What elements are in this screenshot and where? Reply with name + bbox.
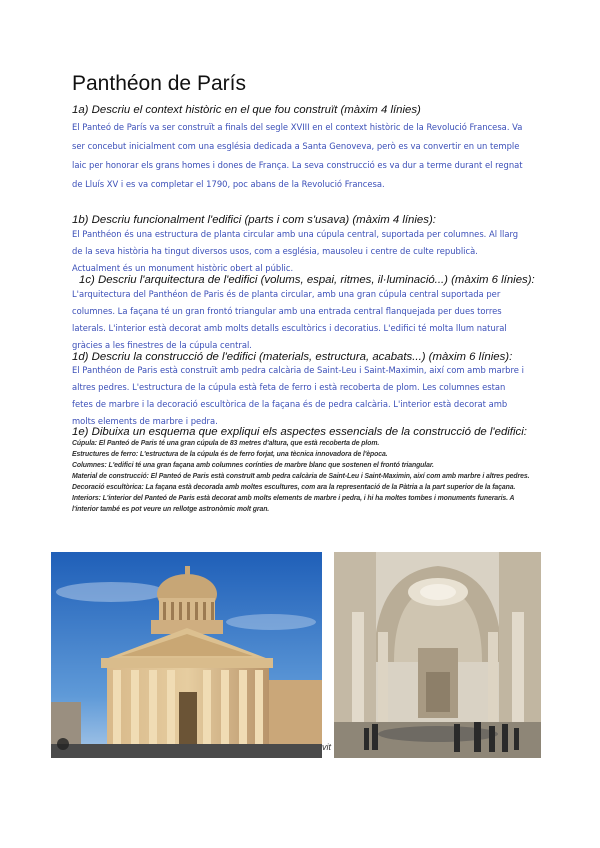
question-1c: 1c) Descriu l'arquitectura de l'edifici (volums, espai, ritmes, il·luminació...) (màxim 6 línies): [79, 274, 535, 286]
pantheon-interior-photo [334, 552, 541, 758]
pantheon-exterior-image [51, 552, 322, 758]
question-1a: 1a) Descriu el context històric en el que fou construït (màxim 4 línies) [72, 104, 421, 116]
answer-1b: El Panthéon és una estructura de planta circular amb una cúpula central, suportada per columnes. Al llarg de la seva història ha tingut diversos usos, com a església, mausoleu i centre de culte republicà. Actualment és un monument històric obert al públic. [72, 229, 519, 273]
pantheon-interior-image [334, 552, 541, 758]
answer-1c: L'arquitectura del Panthéon de Paris és de planta circular, amb una gran cúpula central suportada per columnes. La façana té un gran frontó triangular amb una entrada central flanquejada per dues torres laterals. L'interior està decorat amb molts detalls escultòrics i decoratius. L'edifici té molta llum natural gràcies a les finestres de la cúpula central. [72, 289, 507, 350]
note-decoracio: Decoració escultòrica: La façana està decorada amb moltes escultures, com ara la representació de la Pàtria a la part superior de la façana. [72, 484, 516, 491]
answer-1a: El Panteó de París va ser construït a finals del segle XVIII en el context històric de la Revolució Francesa. Va ser concebut inicialment com una església dedicada a Santa Genoveva, però es va convertir en un temple laic per honorar els grans homes i dones de França. La seva construcció es va dur a terme durant el regnat de Lluís XV i es va completar el 1790, poc abans de la Revolució Francesa. [72, 122, 523, 189]
note-ferro: Estructures de ferro: L'estructura de la cúpula és de ferro forjat, una tècnica innovadora de l'època. [72, 451, 388, 458]
note-material: Material de construcció: El Panteó de Paris està construït amb pedra calcària de Saint-Leu i Saint-Maximin, així com amb marbre i altres pedres. [72, 473, 530, 480]
note-columnes: Columnes: L'edifici té una gran façana amb columnes corínties de marbre blanc que sostenen el frontó triangular. [72, 462, 434, 469]
pantheon-exterior-photo [51, 552, 322, 758]
schema-notes [72, 438, 534, 515]
question-1b: 1b) Descriu funcionalment l'edifici (parts i com s'usava) (màxim 4 línies): [72, 214, 436, 226]
question-1d: 1d) Descriu la construcció de l'edifici (materials, estructura, acabats...) (màxim 6 línies): [72, 351, 513, 363]
page-title: Panthéon de París [72, 72, 246, 95]
answer-1d: El Panthéon de Paris està construït amb pedra calcària de Saint-Leu i Saint-Maximin, així com amb marbre i altres pedres. L'estructura de la cúpula està feta de ferro i està recoberta de plom. Les columnes estan fetes de marbre i la decoració escultòrica de la façana és de pedra calcària. L'interior està decorat amb molts elements de marbre i pedra. [72, 365, 524, 426]
question-1e: 1e) Dibuixa un esquema que expliqui els aspectes essencials de la construcció de l'edifici: [72, 426, 527, 438]
note-interiors: Interiors: L'interior del Panteó de Paris està decorat amb molts elements de marbre i pedra, i hi ha moltes tombes i monuments funeraris. A l'interior també es pot veure un rellotge astronòmic molt gran. [72, 495, 515, 513]
note-cupula: Cúpula: El Panteó de Paris té una gran cúpula de 83 metres d'altura, que està recoberta de plom. [72, 440, 380, 447]
caption-fragment: vit [322, 742, 331, 752]
